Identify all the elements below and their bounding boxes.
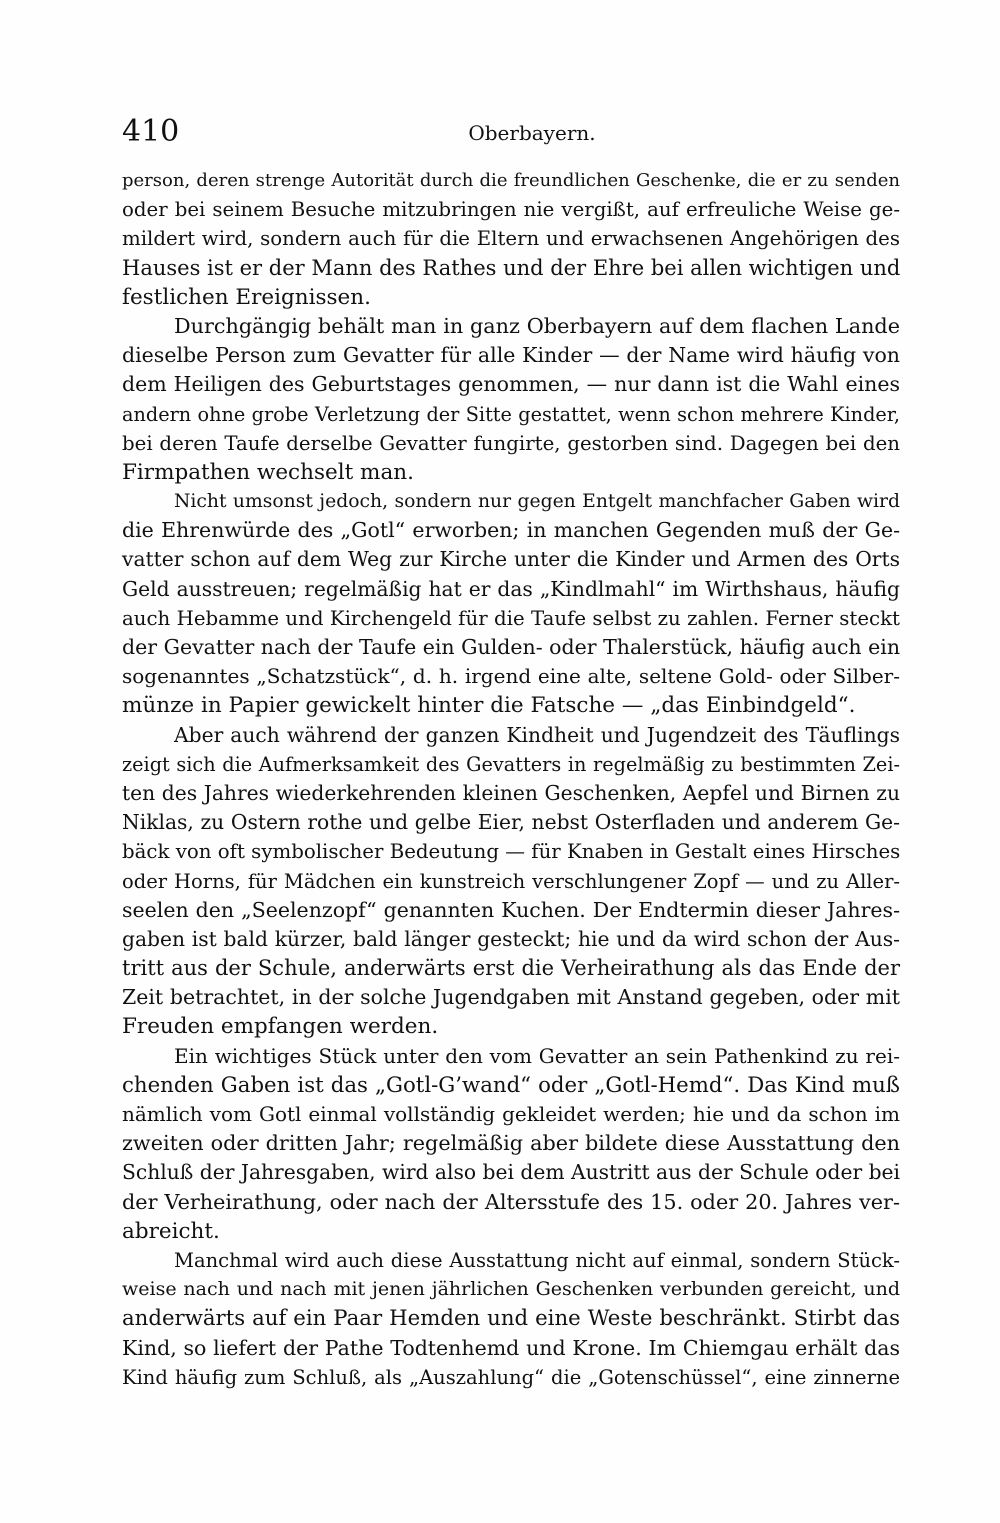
text-line: münze in Papier gewickelt hinter die Fatsche — „das Einbindgeld“. [122,693,856,719]
text-line: anderwärts auf ein Paar Hemden und eine Weste beschränkt. Stirbt das [122,1306,900,1332]
text-line: der Gevatter nach der Taufe ein Gulden- oder Thalerstück, häufig auch ein [122,635,901,659]
text-line: chenden Gaben ist das „Gotl-G’wand“ oder „Gotl-Hemd“. Das Kind muß [122,1072,900,1098]
text-line: Zeit betrachtet, in der solche Jugendgaben mit Anstand gegeben, oder mit [122,985,900,1010]
text-line: Freuden empfangen werden. [122,1014,439,1040]
text-line: Ein wichtiges Stück unter den vom Gevatter an sein Pathenkind zu rei- [174,1043,900,1068]
text-line: dem Heiligen des Geburtstages genommen, — nur dann ist die Wahl eines [122,372,900,397]
text-line: oder Horns, für Mädchen ein kunstreich verschlungener Zopf — und zu Aller- [122,869,900,893]
text-line: Hauses ist er der Mann des Rathes und der Ehre bei allen wichtigen und [122,255,901,280]
text-line: auch Hebamme und Kirchengeld für die Taufe selbst zu zahlen. Ferner steckt [122,606,900,630]
text-line: ten des Jahres wiederkehrenden kleinen Geschenken, Aepfel und Birnen zu [122,780,900,805]
text-line: sogenanntes „Schatzstück“, d. h. irgend eine alte, seltene Gold- oder Silber- [122,664,900,689]
text-line: zweiten oder dritten Jahr; regelmäßig aber bildete diese Ausstattung den [122,1131,900,1156]
body-text [122,166,900,1392]
page-header [122,112,902,158]
page-number: 410 [122,114,180,149]
text-line: weise nach und nach mit jenen jährlichen Geschenken verbunden gereicht, und [122,1278,900,1301]
text-line: tritt aus der Schule, anderwärts erst die Verheirathung als das Ende der [122,956,900,981]
text-line: der Verheirathung, oder nach der Altersstufe des 15. oder 20. Jahres ver- [122,1189,900,1214]
text-line: dieselbe Person zum Gevatter für alle Kinder — der Name wird häufig von [122,343,900,368]
text-line: bei deren Taufe derselbe Gevatter fungirte, gestorben sind. Dagegen bei den [122,431,900,455]
text-line: die Ehrenwürde des „Gotl“ erworben; in manchen Gegenden muß der Ge- [122,518,900,543]
text-line: zeigt sich die Aufmerksamkeit des Gevatters in regelmäßig zu bestimmten Zei- [122,752,900,776]
text-line: festlichen Ereignissen. [122,284,371,310]
text-line: nämlich vom Gotl einmal vollständig gekleidet werden; hie und da schon im [122,1102,900,1126]
text-line: gaben ist bald kürzer, bald länger gesteckt; hie und da wird schon der Aus- [122,926,900,951]
text-line: Niklas, zu Ostern rothe und gelbe Eier, nebst Osterfladen und anderem Ge- [122,810,900,835]
text-line: oder bei seinem Besuche mitzubringen nie vergißt, auf erfreuliche Weise ge- [122,198,900,222]
text-line: bäck von oft symbolischer Bedeutung — für Knaben in Gestalt eines Hirsches [122,840,901,864]
text-line: abreicht. [122,1218,220,1244]
text-line: person, deren strenge Autorität durch die freundlichen Geschenke, die er zu senden [122,170,900,191]
text-line: Geld ausstreuen; regelmäßig hat er das „Kindlmahl“ im Wirthshaus, häufig [122,576,900,601]
text-line: Durchgängig behält man in ganz Oberbayern auf dem flachen Lande [174,313,900,338]
text-line: Schluß der Jahresgaben, wird also bei dem Austritt aus der Schule oder bei [122,1160,900,1185]
running-head: Oberbayern. [468,121,596,145]
text-line: mildert wird, sondern auch für die Eltern und erwachsenen Angehörigen des [122,227,900,251]
text-line: Firmpathen wechselt man. [122,459,414,485]
text-line: seelen den „Seelenzopf“ genannten Kuchen. Der Endtermin dieser Jahres- [122,897,900,922]
text-line: Aber auch während der ganzen Kindheit und Jugendzeit des Täuflings [174,722,900,747]
text-line: vatter schon auf dem Weg zur Kirche unter die Kinder und Armen des Orts [122,547,900,572]
text-line: Nicht umsonst jedoch, sondern nur gegen Entgelt manchfacher Gaben wird [174,491,900,513]
text-line: Manchmal wird auch diese Ausstattung nicht auf einmal, sondern Stück- [174,1248,900,1272]
text-line: andern ohne grobe Verletzung der Sitte gestattet, wenn schon mehrere Kinder, [122,402,900,426]
text-line: Kind häufig zum Schluß, als „Auszahlung“ die „Gotenschüssel“, eine zinnerne [122,1365,900,1389]
text-line: Kind, so liefert der Pathe Todtenhemd und Krone. Im Chiemgau erhält das [122,1335,900,1360]
